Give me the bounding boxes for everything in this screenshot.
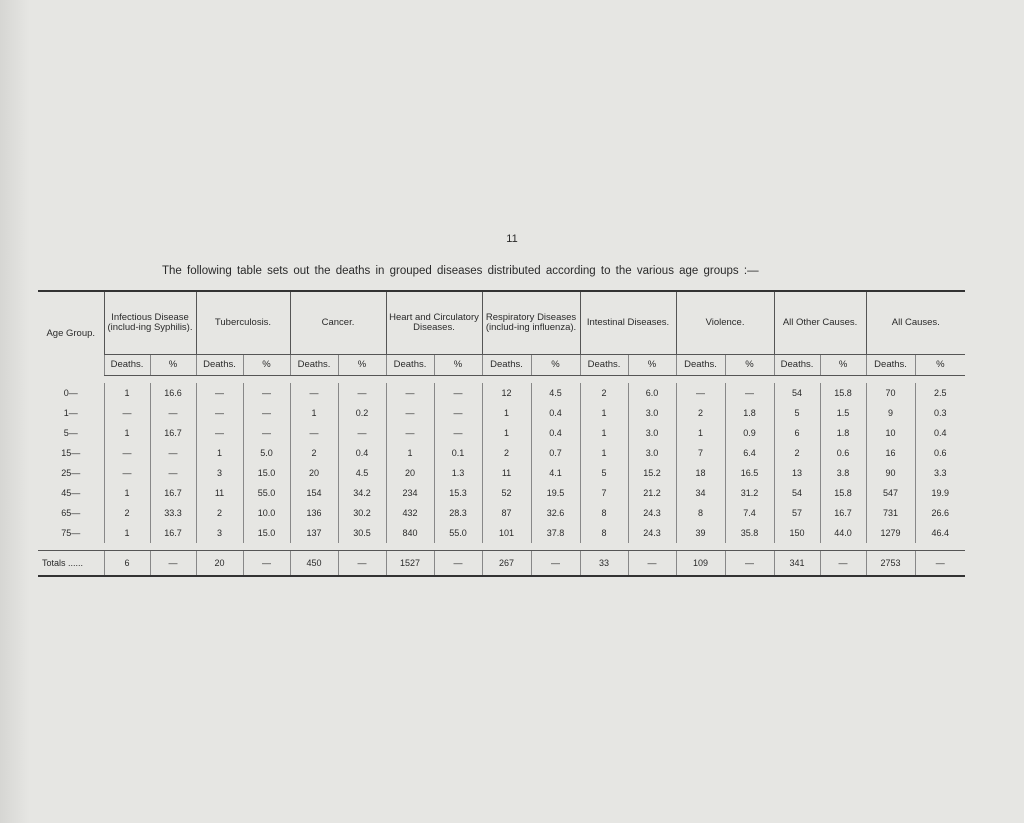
percent-cell: 3.0 (628, 403, 676, 423)
percent-cell: 34.2 (338, 483, 386, 503)
deaths-by-age-table (38, 290, 965, 577)
deaths-cell: 432 (386, 503, 434, 523)
percent-cell: 0.2 (338, 403, 386, 423)
deaths-cell: 136 (290, 503, 338, 523)
percent-cell: 4.5 (531, 383, 580, 403)
percent-cell: 15.8 (820, 483, 866, 503)
deaths-cell: 18 (676, 463, 725, 483)
table-row (38, 383, 965, 403)
percent-cell: 15.3 (434, 483, 482, 503)
deaths-cell: 731 (866, 503, 915, 523)
total-percent-cell: — (531, 551, 580, 577)
percent-cell: 0.4 (915, 423, 965, 443)
deaths-cell: 54 (774, 383, 820, 403)
age-group-cell: 5— (63, 428, 78, 438)
deaths-cell: 10 (866, 423, 915, 443)
percent-cell: — (150, 443, 196, 463)
deaths-cell: 3 (196, 463, 243, 483)
total-percent-cell: — (725, 551, 774, 577)
percent-cell: — (150, 463, 196, 483)
percent-cell: 3.0 (628, 443, 676, 463)
deaths-cell: 7 (676, 443, 725, 463)
percent-cell: 24.3 (628, 523, 676, 543)
group-header-heart: Heart and Circulatory Diseases. (386, 291, 482, 355)
percent-cell: 19.5 (531, 483, 580, 503)
percent-cell: 37.8 (531, 523, 580, 543)
percent-cell: 3.3 (915, 463, 965, 483)
deaths-table-container (38, 290, 964, 577)
percent-cell: — (243, 423, 290, 443)
percent-cell: 28.3 (434, 503, 482, 523)
deaths-cell: 2 (580, 383, 628, 403)
deaths-cell: — (196, 423, 243, 443)
percent-cell: 1.8 (820, 423, 866, 443)
deaths-cell: 1 (482, 423, 531, 443)
deaths-cell: — (104, 463, 150, 483)
percent-cell: 3.0 (628, 423, 676, 443)
deaths-cell: 1 (104, 483, 150, 503)
deaths-cell: — (676, 383, 725, 403)
table-row (38, 523, 965, 543)
percent-cell: 35.8 (725, 523, 774, 543)
deaths-cell: 39 (676, 523, 725, 543)
deaths-cell: 57 (774, 503, 820, 523)
deaths-cell: 7 (580, 483, 628, 503)
total-percent-cell: — (434, 551, 482, 577)
deaths-cell: 547 (866, 483, 915, 503)
percent-cell: — (725, 383, 774, 403)
total-deaths-cell: 1527 (386, 551, 434, 577)
deaths-cell: 8 (676, 503, 725, 523)
deaths-cell: 20 (386, 463, 434, 483)
subheader-row (38, 355, 965, 376)
percent-cell: 4.5 (338, 463, 386, 483)
percent-cell: 26.6 (915, 503, 965, 523)
percent-cell: — (338, 383, 386, 403)
deaths-cell: — (386, 383, 434, 403)
deaths-cell: 5 (580, 463, 628, 483)
deaths-cell: 6 (774, 423, 820, 443)
age-group-cell: 1— (63, 408, 78, 418)
percent-cell: 3.8 (820, 463, 866, 483)
deaths-cell: 1279 (866, 523, 915, 543)
group-header-other-causes: All Other Causes. (774, 291, 866, 355)
deaths-cell: 1 (580, 403, 628, 423)
deaths-cell: — (104, 403, 150, 423)
age-group-cell: 45— (61, 488, 81, 498)
percent-cell: 0.4 (531, 403, 580, 423)
deaths-cell: 34 (676, 483, 725, 503)
percent-cell: 16.7 (150, 423, 196, 443)
deaths-cell: 11 (196, 483, 243, 503)
percent-cell: 0.4 (338, 443, 386, 463)
deaths-cell: 2 (104, 503, 150, 523)
percent-cell: 30.5 (338, 523, 386, 543)
deaths-cell: — (290, 383, 338, 403)
deaths-cell: — (104, 443, 150, 463)
table-row (38, 463, 965, 483)
deaths-cell: — (196, 383, 243, 403)
percent-cell: 1.3 (434, 463, 482, 483)
percent-cell: 19.9 (915, 483, 965, 503)
percent-cell: 0.4 (531, 423, 580, 443)
deaths-cell: 1 (104, 523, 150, 543)
percent-cell: — (434, 403, 482, 423)
deaths-column-header: Deaths. (386, 355, 434, 376)
deaths-cell: 54 (774, 483, 820, 503)
percent-cell: 46.4 (915, 523, 965, 543)
percent-cell: 15.8 (820, 383, 866, 403)
percent-cell: 31.2 (725, 483, 774, 503)
total-deaths-cell: 109 (676, 551, 725, 577)
percent-cell: 16.7 (150, 483, 196, 503)
deaths-cell: 1 (290, 403, 338, 423)
deaths-cell: 90 (866, 463, 915, 483)
percent-cell: 16.7 (820, 503, 866, 523)
deaths-cell: — (290, 423, 338, 443)
percent-column-header: % (150, 355, 196, 376)
deaths-column-header: Deaths. (580, 355, 628, 376)
table-row (38, 423, 965, 443)
percent-cell: 21.2 (628, 483, 676, 503)
percent-cell: 0.6 (820, 443, 866, 463)
percent-cell: — (434, 383, 482, 403)
total-deaths-cell: 33 (580, 551, 628, 577)
deaths-column-header: Deaths. (196, 355, 243, 376)
total-deaths-cell: 2753 (866, 551, 915, 577)
deaths-column-header: Deaths. (482, 355, 531, 376)
total-percent-cell: — (915, 551, 965, 577)
deaths-column-header: Deaths. (676, 355, 725, 376)
deaths-cell: 8 (580, 523, 628, 543)
percent-cell: 15.2 (628, 463, 676, 483)
deaths-cell: 1 (386, 443, 434, 463)
percent-column-header: % (628, 355, 676, 376)
group-header-cancer: Cancer. (290, 291, 386, 355)
deaths-cell: 2 (482, 443, 531, 463)
percent-cell: 16.5 (725, 463, 774, 483)
percent-cell: 0.6 (915, 443, 965, 463)
deaths-cell: — (196, 403, 243, 423)
percent-cell: 32.6 (531, 503, 580, 523)
deaths-column-header: Deaths. (104, 355, 150, 376)
percent-cell: 55.0 (243, 483, 290, 503)
deaths-cell: 2 (196, 503, 243, 523)
age-group-cell: 15— (61, 448, 81, 458)
group-header-intestinal: Intestinal Diseases. (580, 291, 676, 355)
percent-cell: 1.8 (725, 403, 774, 423)
totals-row (38, 551, 965, 577)
deaths-cell: 2 (676, 403, 725, 423)
deaths-cell: 1 (196, 443, 243, 463)
total-deaths-cell: 450 (290, 551, 338, 577)
age-group-header: Age Group. (46, 327, 96, 339)
percent-cell: — (434, 423, 482, 443)
percent-cell: 2.5 (915, 383, 965, 403)
deaths-column-header: Deaths. (866, 355, 915, 376)
table-row (38, 403, 965, 423)
percent-column-header: % (531, 355, 580, 376)
age-group-cell: 65— (61, 508, 81, 518)
percent-cell: 16.6 (150, 383, 196, 403)
table-row (38, 443, 965, 463)
deaths-cell: 13 (774, 463, 820, 483)
age-group-cell: 75— (61, 528, 81, 538)
total-percent-cell: — (338, 551, 386, 577)
percent-cell: 24.3 (628, 503, 676, 523)
percent-column-header: % (434, 355, 482, 376)
deaths-cell: 2 (774, 443, 820, 463)
percent-column-header: % (820, 355, 866, 376)
table-row (38, 503, 965, 523)
deaths-cell: 1 (104, 423, 150, 443)
group-header-tuberculosis: Tuberculosis. (196, 291, 290, 355)
table-body (38, 376, 965, 577)
deaths-cell: 101 (482, 523, 531, 543)
percent-cell: 1.5 (820, 403, 866, 423)
deaths-cell: 234 (386, 483, 434, 503)
deaths-cell: — (386, 403, 434, 423)
deaths-cell: — (386, 423, 434, 443)
percent-cell: 0.1 (434, 443, 482, 463)
deaths-cell: 2 (290, 443, 338, 463)
percent-cell: — (150, 403, 196, 423)
percent-column-header: % (243, 355, 290, 376)
percent-cell: — (243, 383, 290, 403)
deaths-cell: 8 (580, 503, 628, 523)
totals-label: Totals ...... (38, 551, 104, 577)
total-percent-cell: — (820, 551, 866, 577)
group-header-respiratory: Respiratory Diseases (includ-ing influenza). (482, 291, 580, 355)
deaths-cell: 87 (482, 503, 531, 523)
intro-text: The following table sets out the deaths in grouped diseases distributed according to the various age groups :— (162, 265, 759, 277)
deaths-cell: 1 (104, 383, 150, 403)
deaths-cell: 52 (482, 483, 531, 503)
deaths-cell: 137 (290, 523, 338, 543)
deaths-cell: 1 (676, 423, 725, 443)
percent-cell: 0.7 (531, 443, 580, 463)
percent-cell: 6.4 (725, 443, 774, 463)
percent-cell: 15.0 (243, 463, 290, 483)
deaths-cell: 16 (866, 443, 915, 463)
percent-cell: 5.0 (243, 443, 290, 463)
total-deaths-cell: 267 (482, 551, 531, 577)
total-deaths-cell: 6 (104, 551, 150, 577)
percent-cell: — (243, 403, 290, 423)
percent-cell: 33.3 (150, 503, 196, 523)
table-row (38, 483, 965, 503)
total-percent-cell: — (628, 551, 676, 577)
total-percent-cell: — (243, 551, 290, 577)
total-percent-cell: — (150, 551, 196, 577)
deaths-cell: 150 (774, 523, 820, 543)
percent-cell: 4.1 (531, 463, 580, 483)
percent-cell: 16.7 (150, 523, 196, 543)
deaths-cell: 9 (866, 403, 915, 423)
deaths-cell: 20 (290, 463, 338, 483)
deaths-cell: 11 (482, 463, 531, 483)
deaths-cell: 1 (482, 403, 531, 423)
age-group-cell: 25— (61, 468, 81, 478)
percent-cell: 30.2 (338, 503, 386, 523)
percent-cell: 10.0 (243, 503, 290, 523)
deaths-cell: 3 (196, 523, 243, 543)
percent-cell: 0.9 (725, 423, 774, 443)
group-header-infectious: Infectious Disease (includ-ing Syphilis). (104, 291, 196, 355)
percent-cell: 6.0 (628, 383, 676, 403)
spacer-row (38, 543, 965, 551)
percent-cell: 0.3 (915, 403, 965, 423)
group-header-violence: Violence. (676, 291, 774, 355)
deaths-cell: 1 (580, 443, 628, 463)
deaths-cell: 70 (866, 383, 915, 403)
percent-column-header: % (915, 355, 965, 376)
group-header-all-causes: All Causes. (866, 291, 965, 355)
percent-cell: — (338, 423, 386, 443)
deaths-column-header: Deaths. (290, 355, 338, 376)
deaths-cell: 154 (290, 483, 338, 503)
page-edge-shadow (0, 0, 30, 823)
percent-cell: 44.0 (820, 523, 866, 543)
percent-cell: 15.0 (243, 523, 290, 543)
page-number: 11 (506, 233, 518, 245)
percent-column-header: % (725, 355, 774, 376)
total-deaths-cell: 20 (196, 551, 243, 577)
deaths-cell: 840 (386, 523, 434, 543)
percent-column-header: % (338, 355, 386, 376)
deaths-cell: 12 (482, 383, 531, 403)
spacer-row (38, 376, 965, 384)
percent-cell: 7.4 (725, 503, 774, 523)
percent-cell: 55.0 (434, 523, 482, 543)
age-group-cell: 0— (63, 388, 78, 398)
deaths-cell: 1 (580, 423, 628, 443)
total-deaths-cell: 341 (774, 551, 820, 577)
deaths-column-header: Deaths. (774, 355, 820, 376)
deaths-cell: 5 (774, 403, 820, 423)
